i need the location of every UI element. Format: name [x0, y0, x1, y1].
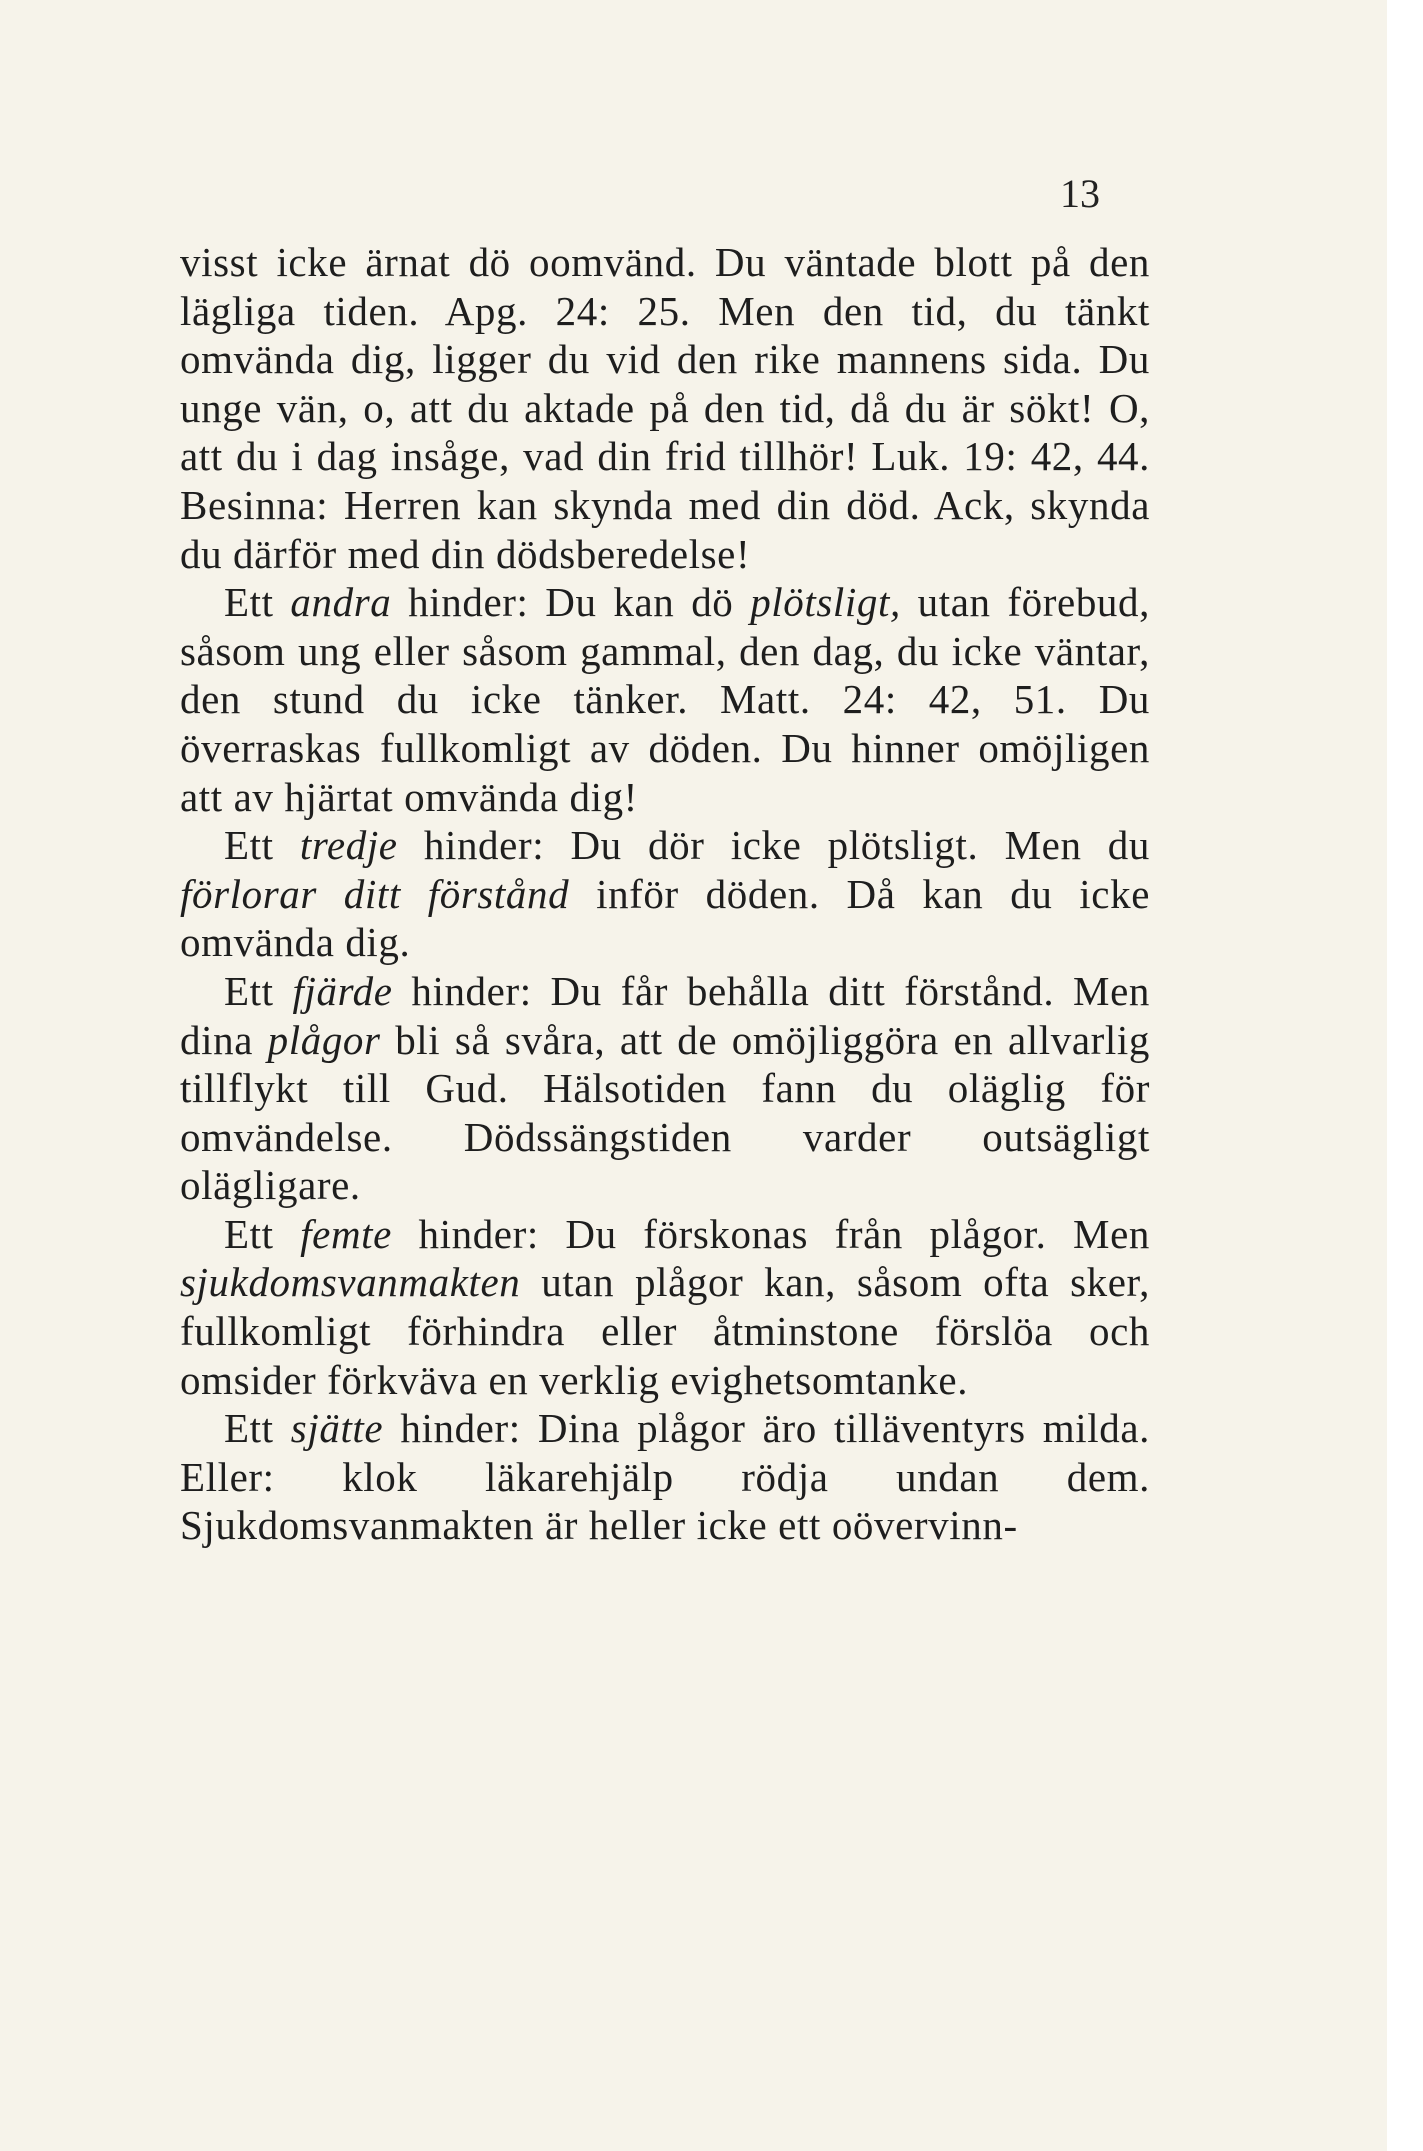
- emphasis-text: tredje: [299, 822, 398, 869]
- text-span: bli så svåra, att de omöjliggöra en allvarlig tillflykt till Gud. Hälsotiden fann du oläglig för omvändelse. Dödssängstiden varder outsägligt olägligare.: [180, 1016, 1150, 1209]
- text-span: utan förebud, såsom ung eller såsom gammal, den dag, du icke väntar, den stund du icke tänker. Matt. 24: 42, 51. Du överraskas fullkomligt av döden. Du hinner omöjligen att av hjärtat omvända dig!: [180, 579, 1150, 820]
- paragraph-1: [180, 238, 1150, 578]
- emphasis-text: fjärde: [292, 967, 393, 1014]
- emphasis-text: sjätte: [290, 1405, 384, 1452]
- emphasis-text: sjukdomsvanmakten: [180, 1259, 521, 1306]
- text-span: hinder: Du kan dö: [391, 579, 751, 626]
- text-span: Ett: [224, 579, 291, 626]
- paragraph-2: [180, 578, 1150, 821]
- emphasis-text: plötsligt,: [750, 579, 901, 626]
- paragraph-5: [180, 1210, 1150, 1404]
- paragraph-3: [180, 821, 1150, 967]
- text-span: Ett: [224, 967, 293, 1014]
- page-number: 13: [1060, 171, 1100, 216]
- text-span: hinder: Du förskonas från plågor. Men: [391, 1210, 1150, 1257]
- page-edge: [1387, 0, 1405, 2151]
- body-text: [180, 238, 1150, 1550]
- emphasis-text: femte: [300, 1210, 392, 1257]
- text-span: inför döden. Då kan du icke omvända dig.: [180, 870, 1150, 966]
- paragraph-6: [180, 1404, 1150, 1550]
- emphasis-text: andra: [290, 579, 392, 626]
- emphasis-text: plågor: [267, 1016, 381, 1063]
- text-span: visst icke ärnat dö oomvänd. Du väntade blott på den lägliga tiden. Apg. 24: 25. Men den tid, du tänkt omvända dig, ligger du vid den rike mannens sida. Du unge vän, o, att du aktade på den tid, då du är sökt! O, att du i dag insåge, vad din frid tillhör! Luk. 19: 42, 44. Besinna: Herren kan skynda med din död. Ack, skynda du därför med din dödsberedelse!: [180, 239, 1150, 577]
- emphasis-text: förlorar ditt förstånd: [180, 870, 570, 917]
- text-span: Ett: [224, 1210, 301, 1257]
- text-span: hinder: Du får behålla ditt förstånd. Men dina: [180, 967, 1150, 1063]
- text-span: hinder: Dina plågor äro tilläventyrs milda. Eller: klok läkarehjälp rödja undan dem. Sjukdomsvanmakten är heller icke ett oövervinn-: [180, 1405, 1151, 1549]
- paragraph-4: [180, 967, 1150, 1210]
- text-span: hinder: Du dör icke plötsligt. Men du: [397, 822, 1150, 869]
- text-span: Ett: [224, 1405, 291, 1452]
- text-span: utan plågor kan, såsom ofta sker, fullkomligt förhindra eller åtminstone förslöa och omsider förkväva en verklig evighetsomtanke.: [180, 1259, 1150, 1403]
- text-span: Ett: [224, 822, 300, 869]
